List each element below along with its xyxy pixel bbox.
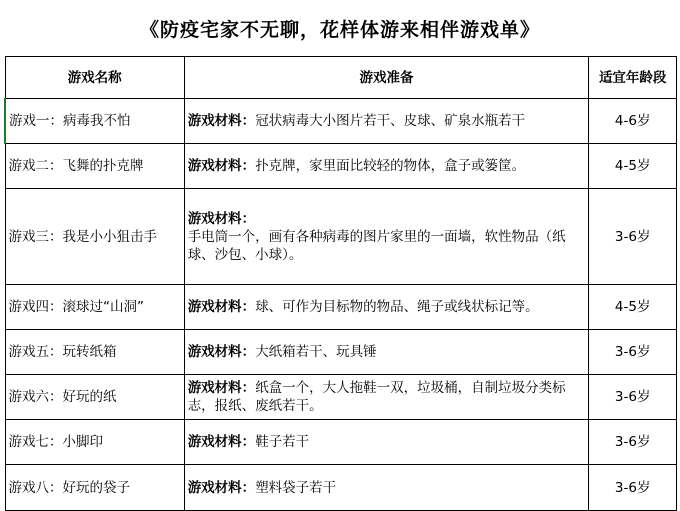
age-cell[interactable]: 3-6岁 [589, 375, 677, 420]
material-text: 塑料袋子若干 [255, 479, 337, 496]
game-name-cell[interactable]: 游戏二：飞舞的扑克牌 [5, 144, 184, 189]
header-name: 游戏名称 [5, 57, 184, 99]
table-row [5, 330, 677, 375]
table-row [5, 189, 677, 285]
age-cell[interactable]: 4-5岁 [589, 285, 677, 330]
game-name-cell[interactable]: 游戏四：滚球过“山洞” [5, 285, 184, 330]
material-label: 游戏材料： [187, 479, 256, 496]
material-label: 游戏材料： [187, 158, 256, 174]
material-label: 游戏材料： [187, 299, 256, 315]
game-prep-cell[interactable] [184, 420, 589, 465]
age-cell[interactable]: 3-6岁 [589, 465, 677, 511]
game-prep-cell[interactable] [184, 189, 589, 285]
material-text: 球、可作为目标物的物品、绳子或线状标记等。 [255, 299, 539, 315]
game-name-cell[interactable]: 游戏三：我是小小狙击手 [5, 189, 184, 285]
age-cell[interactable]: 3-6岁 [589, 189, 677, 285]
material-text: 扑克牌，家里面比较轻的物体，盒子或篓筐。 [255, 158, 526, 174]
material-text: 大纸箱若干、玩具锤 [255, 344, 377, 360]
game-prep-cell[interactable] [184, 144, 589, 189]
table-row [5, 375, 677, 420]
game-prep-cell[interactable] [184, 375, 589, 420]
table-row [5, 285, 677, 330]
material-label: 游戏材料： [187, 434, 256, 450]
material-label: 游戏材料： [187, 344, 256, 360]
material-text: 冠状病毒大小图片若干、皮球、矿泉水瓶若干 [255, 113, 526, 129]
material-text: 手电筒一个，画有各种病毒的图片家里的一面墙，软性物品（纸球、沙包、小球）。 [187, 228, 566, 263]
material-text: 鞋子若干 [255, 434, 310, 450]
game-prep-cell[interactable] [184, 330, 589, 375]
game-prep-cell[interactable] [184, 465, 589, 511]
material-label: 游戏材料： [187, 210, 256, 227]
page-title: 《防疫宅家不无聊，花样体游来相伴游戏单》 [139, 18, 540, 41]
table-row [5, 465, 677, 511]
game-name-cell[interactable]: 游戏六：好玩的纸 [5, 375, 184, 420]
header-age: 适宜年龄段 [589, 57, 677, 99]
game-name-cell[interactable]: 游戏一：病毒我不怕 [5, 99, 184, 144]
game-name-cell[interactable]: 游戏七：小脚印 [5, 420, 184, 465]
age-cell[interactable]: 4-6岁 [589, 99, 677, 144]
table-row [5, 420, 677, 465]
game-name-cell[interactable]: 游戏五：玩转纸箱 [5, 330, 184, 375]
age-cell[interactable]: 3-6岁 [589, 420, 677, 465]
game-prep-cell[interactable] [184, 285, 589, 330]
header-prep: 游戏准备 [184, 57, 589, 99]
game-table [4, 56, 677, 511]
material-label: 游戏材料： [187, 113, 256, 129]
header-row [5, 57, 677, 99]
age-cell[interactable]: 3-6岁 [589, 330, 677, 375]
age-cell[interactable]: 4-5岁 [589, 144, 677, 189]
material-text: 纸盒一个，大人拖鞋一双，垃圾桶，自制垃圾分类标志，报纸、废纸若干。 [187, 380, 566, 414]
game-prep-cell[interactable] [184, 99, 589, 144]
material-label: 游戏材料： [187, 380, 256, 396]
game-name-cell[interactable]: 游戏八：好玩的袋子 [5, 465, 184, 511]
table-row [5, 144, 677, 189]
table-row [5, 99, 677, 144]
